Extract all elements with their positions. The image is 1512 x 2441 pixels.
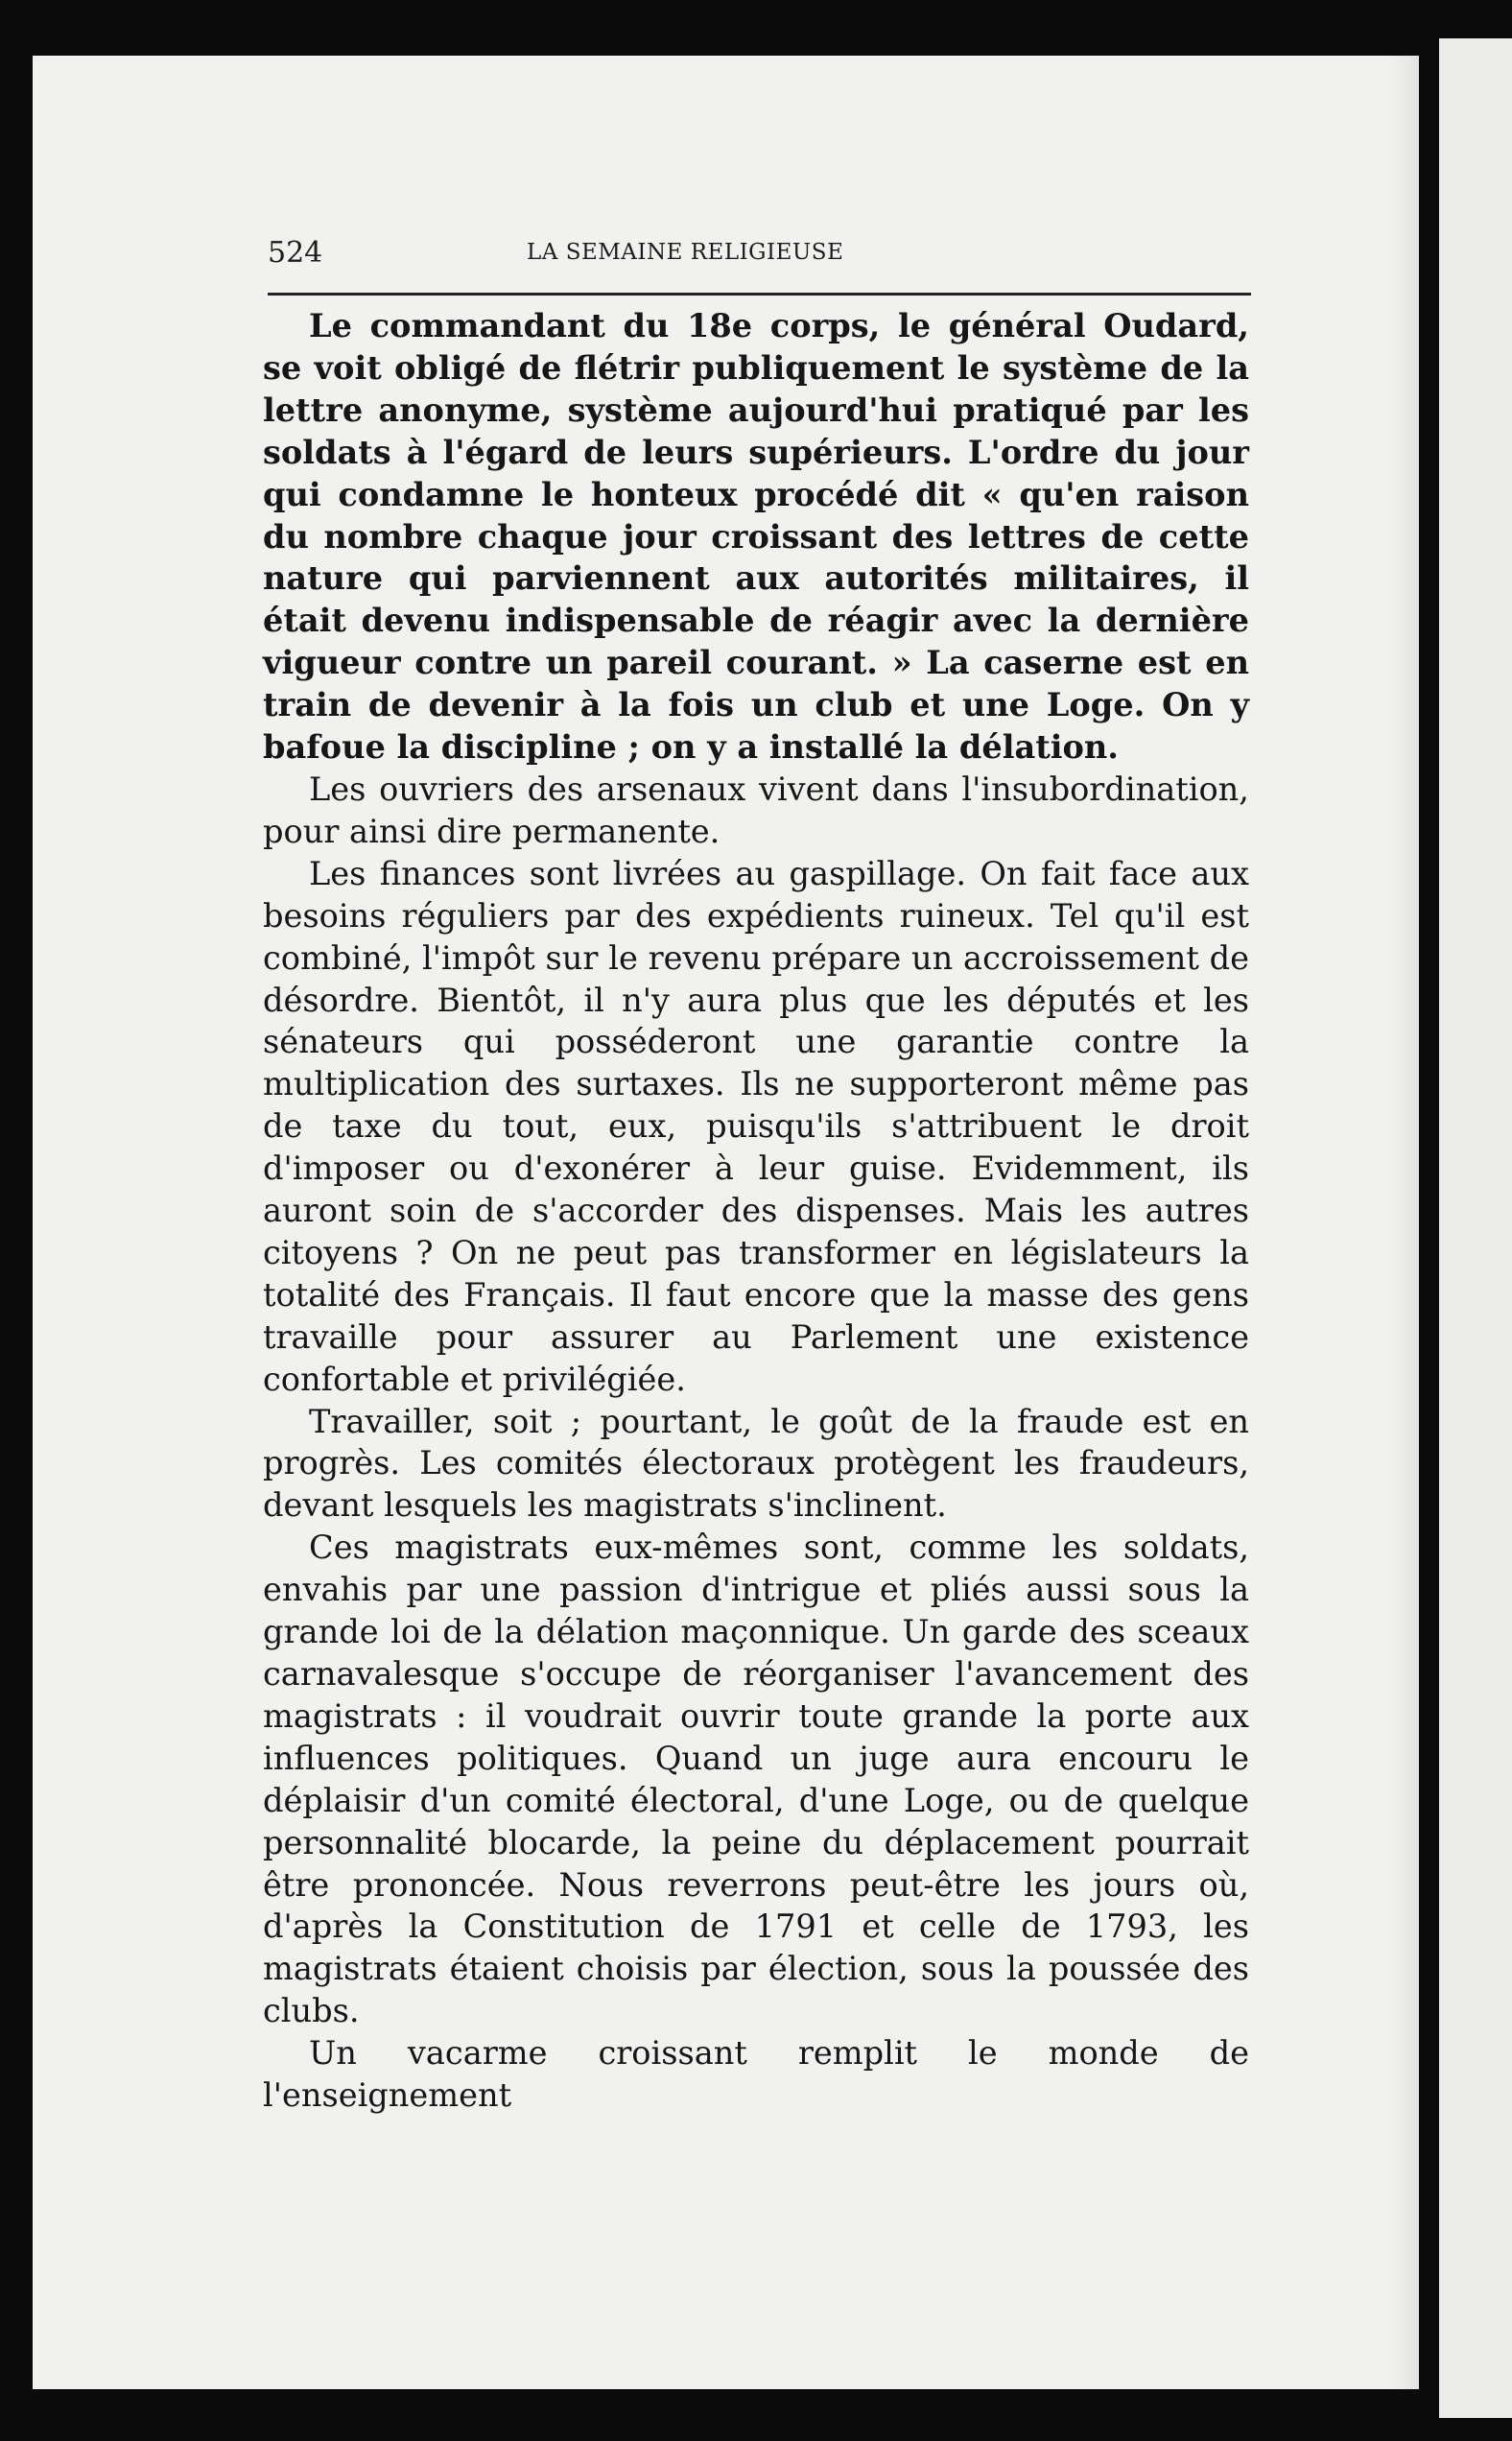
- page-header: [268, 230, 1251, 276]
- next-page-edge: [1439, 38, 1512, 2418]
- paragraph-6: Un vacarme croissant remplit le monde de l'enseignement: [263, 2034, 1249, 2115]
- paragraph-5: Ces magistrats eux-mêmes sont, comme les soldats, envahis par une passion d'intrigue et pliés aussi sous la grande loi de la délation maçonnique. Un garde des sceaux carnavalesque s'occupe de réorganiser l'avancement des magistrats : il voudrait ouvrir toute grande la porte aux influences politiques. Quand un juge aura encouru le déplaisir d'un comité électoral, d'une Loge, ou de quelque personnalité blocarde, la peine du déplacement pourrait être prononcée. Nous reverrons peut-être les jours où, d'après la Constitution de 1791 et celle de 1793, les magistrats étaient choisis par élection, sous la poussée des clubs.: [263, 1529, 1249, 2030]
- running-title: LA SEMAINE RELIGIEUSE: [527, 240, 844, 265]
- paragraph-4: Travailler, soit ; pourtant, le goût de la fraude est en progrès. Les comités électoraux protègent les fraudeurs, devant lesquels les magistrats s'inclinent.: [263, 1402, 1249, 1525]
- paragraph-3: Les finances sont livrées au gaspillage. On fait face aux besoins réguliers par des expédients ruineux. Tel qu'il est combiné, l'impôt sur le revenu prépare un accroissement de désordre. Bientôt, il n'y aura plus que les députés et les sénateurs qui posséderont une garantie contre la multiplication des surtaxes. Ils ne supporteront même pas de taxe du tout, eux, puisqu'ils s'attribuent le droit d'imposer ou d'exonérer à leur guise. Evidemment, ils auront soin de s'accorder des dispenses. Mais les autres citoyens ? On ne peut pas transformer en législateurs la totalité des Français. Il faut encore que la masse des gens travaille pour assurer au Parlement une existence confortable et privilégiée.: [263, 854, 1249, 1398]
- page-number: 524: [268, 236, 323, 270]
- paragraph-2: Les ouvriers des arsenaux vivent dans l'insubordination, pour ainsi dire permanente.: [263, 770, 1249, 850]
- body-text: [263, 305, 1249, 2117]
- header-rule: [268, 293, 1251, 296]
- paragraph-1: Le commandant du 18e corps, le général Oudard, se voit obligé de flétrir publiquement le système de la lettre anonyme, système aujourd'hui pratiqué par les soldats à l'égard de leurs supérieurs. L'ordre du jour qui condamne le honteux procédé dit « qu'en raison du nombre chaque jour croissant des lettres de cette nature qui parviennent aux autorités militaires, il était devenu indispensable de réagir avec la dernière vigueur contre un pareil courant. » La caserne est en train de devenir à la fois un club et une Loge. On y bafoue la discipline ; on y a installé la délation.: [263, 306, 1249, 767]
